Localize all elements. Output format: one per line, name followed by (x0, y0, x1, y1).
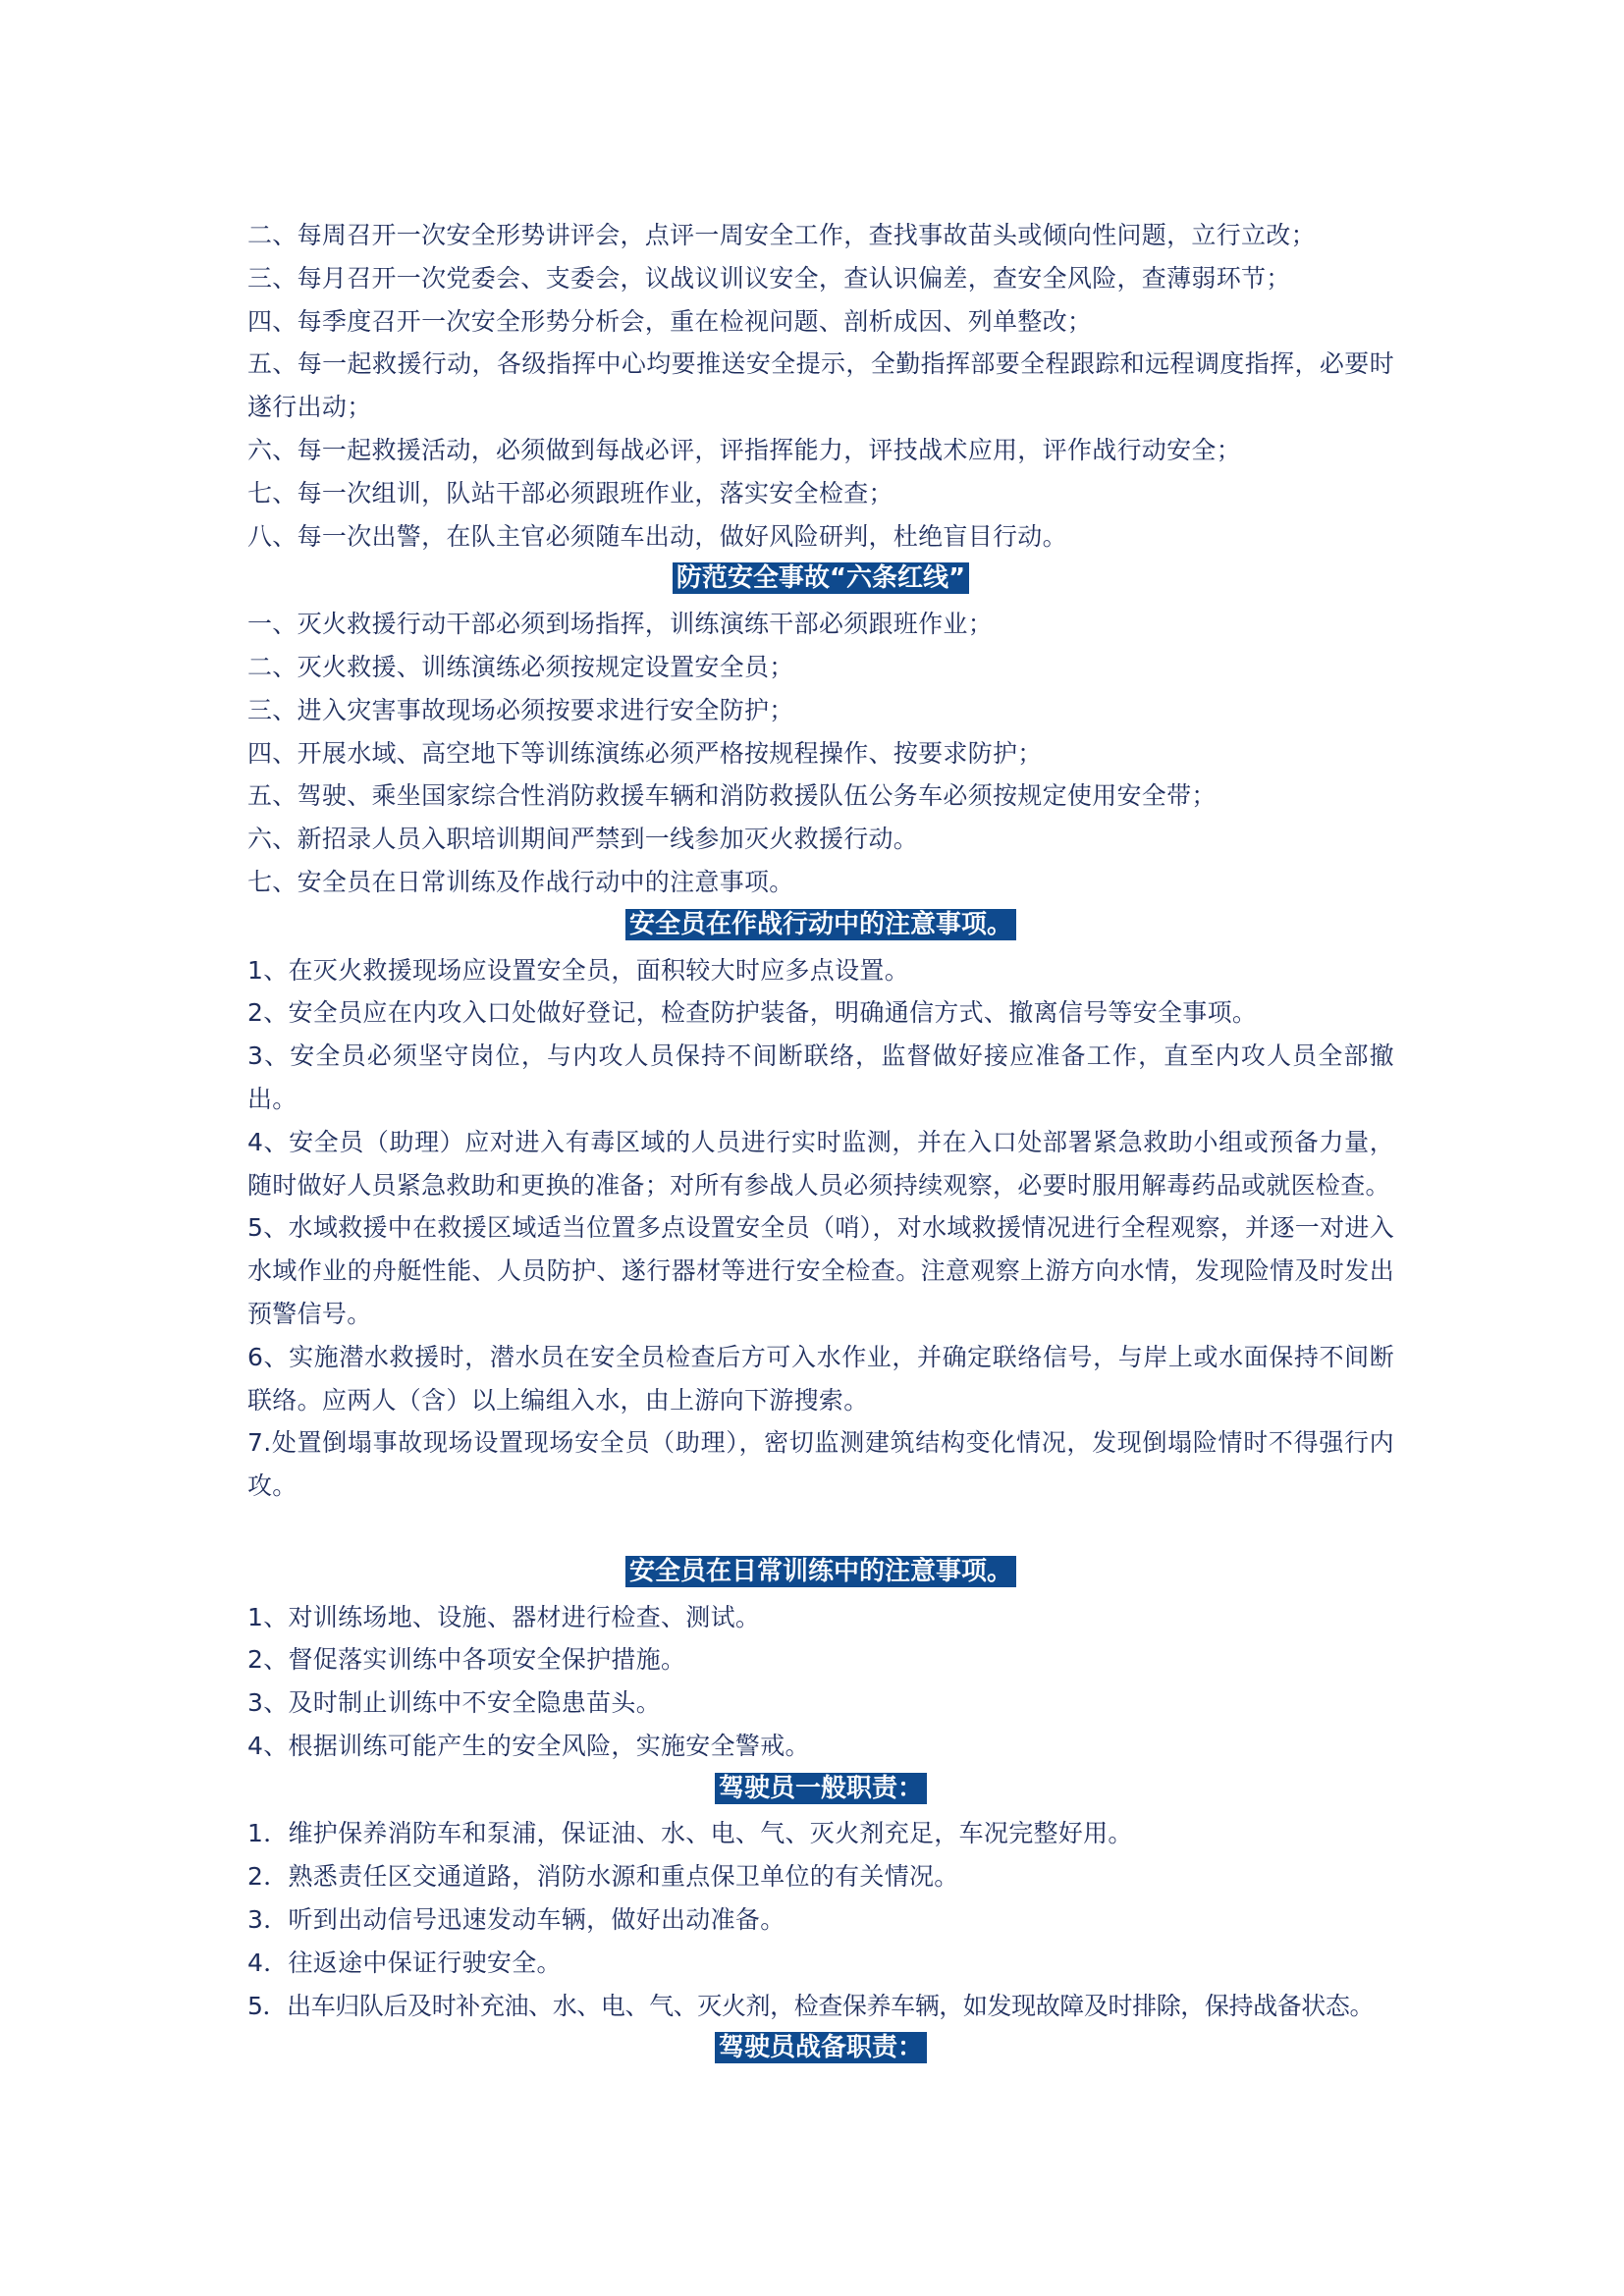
list-item: 五、每一起救援行动，各级指挥中心均要推送安全提示，全勤指挥部要全程跟踪和远程调度指挥，必要时遂行出动； (247, 349, 1394, 422)
list-item: 3．听到出动信号迅速发动车辆，做好出动准备。 (247, 1905, 785, 1935)
spacer (247, 1508, 1394, 1551)
list-item: 八、每一次出警，在队主官必须随车出动，做好风险研判，杜绝盲目行动。 (247, 521, 1067, 551)
list-item: 2、安全员应在内攻入口处做好登记，检查防护装备，明确通信方式、撤离信号等安全事项。 (247, 998, 1258, 1028)
list-item: 五、驾驶、乘坐国家综合性消防救援车辆和消防救援队伍公务车必须按规定使用安全带； (247, 781, 1217, 811)
list-item: 六、新招录人员入职培训期间严禁到一线参加灭火救援行动。 (247, 825, 919, 854)
section-heading-driver-readiness (247, 2027, 1394, 2072)
list-item: 七、每一次组训，队站干部必须跟班作业，落实安全检查； (247, 478, 893, 507)
list-item: 4．往返途中保证行驶安全。 (247, 1948, 562, 1977)
list-item: 5．出车归队后及时补充油、水、电、气、灭火剂，检查保养车辆，如发现故障及时排除，保持战备状态。 (247, 1991, 1375, 2020)
list-item: 5、水域救援中在救援区域适当位置多点设置安全员（哨），对水域救援情况进行全程观察，并逐一对进入水域作业的舟艇性能、人员防护、遂行器材等进行安全检查。注意观察上游方向水情，发现险情及时发出预警信号。 (247, 1213, 1394, 1328)
list-item: 1．维护保养消防车和泵浦，保证油、水、电、气、灭火剂充足，车况完整好用。 (247, 1819, 1133, 1848)
list-item: 1、在灭火救援现场应设置安全员，面积较大时应多点设置。 (247, 955, 910, 985)
list-item: 2．熟悉责任区交通道路，消防水源和重点保卫单位的有关情况。 (247, 1862, 959, 1892)
driver-duties-list (247, 1812, 1394, 2027)
section-heading-red-lines (247, 558, 1394, 603)
list-item: 1、对训练场地、设施、器材进行检查、测试。 (247, 1602, 761, 1631)
heading-text: 驾驶员一般职责： (715, 1773, 927, 1804)
red-lines-list (247, 603, 1394, 904)
section-heading-driver-duties (247, 1768, 1394, 1813)
document-page (247, 214, 1394, 2072)
training-safety-list (247, 1596, 1394, 1768)
section-heading-training-safety (247, 1551, 1394, 1596)
list-item: 二、每周召开一次安全形势讲评会，点评一周安全工作，查找事故苗头或倾向性问题，立行立改； (247, 221, 1316, 249)
list-item: 6、实施潜水救援时，潜水员在安全员检查后方可入水作业，并确定联络信号，与岸上或水面保持不间断联络。应两人（含）以上编组入水，由上游向下游搜索。 (247, 1342, 1394, 1415)
list-item: 2、督促落实训练中各项安全保护措施。 (247, 1645, 686, 1675)
section-heading-combat-safety (247, 904, 1394, 949)
heading-text: 安全员在作战行动中的注意事项。 (625, 909, 1016, 940)
heading-text: 安全员在日常训练中的注意事项。 (625, 1556, 1016, 1587)
list-item: 4、根据训练可能产生的安全风险，实施安全警戒。 (247, 1731, 810, 1760)
list-item: 四、每季度召开一次安全形势分析会，重在检视问题、剖析成因、列单整改； (247, 306, 1093, 336)
list-item: 三、进入灾害事故现场必须按要求进行安全防护； (247, 695, 794, 724)
list-item: 3、及时制止训练中不安全隐患苗头。 (247, 1688, 662, 1718)
list-item: 六、每一起救援活动，必须做到每战必评，评指挥能力，评技战术应用，评作战行动安全； (247, 435, 1242, 464)
list-item: 四、开展水域、高空地下等训练演练必须严格按规程操作、按要求防护； (247, 738, 1043, 768)
list-item: 7.处置倒塌事故现场设置现场安全员（助理），密切监测建筑结构变化情况，发现倒塌险情时不得强行内攻。 (247, 1428, 1394, 1501)
meeting-rules-list (247, 214, 1394, 558)
heading-text: 驾驶员战备职责： (715, 2032, 927, 2063)
combat-safety-list (247, 949, 1394, 1508)
list-item: 一、灭火救援行动干部必须到场指挥，训练演练干部必须跟班作业； (247, 610, 994, 639)
list-item: 七、安全员在日常训练及作战行动中的注意事项。 (247, 867, 794, 896)
list-item: 三、每月召开一次党委会、支委会，议战议训议安全，查认识偏差，查安全风险，查薄弱环节； (247, 263, 1291, 293)
list-item: 二、灭火救援、训练演练必须按规定设置安全员； (247, 652, 794, 681)
list-item: 4、安全员（助理）应对进入有毒区域的人员进行实时监测，并在入口处部署紧急救助小组或预备力量，随时做好人员紧急救助和更换的准备；对所有参战人员必须持续观察，必要时服用解毒药品或就医检查。 (247, 1127, 1394, 1200)
heading-text: 防范安全事故“六条红线” (673, 562, 969, 594)
list-item: 3、安全员必须坚守岗位，与内攻人员保持不间断联络，监督做好接应准备工作，直至内攻人员全部撤出。 (247, 1041, 1394, 1113)
